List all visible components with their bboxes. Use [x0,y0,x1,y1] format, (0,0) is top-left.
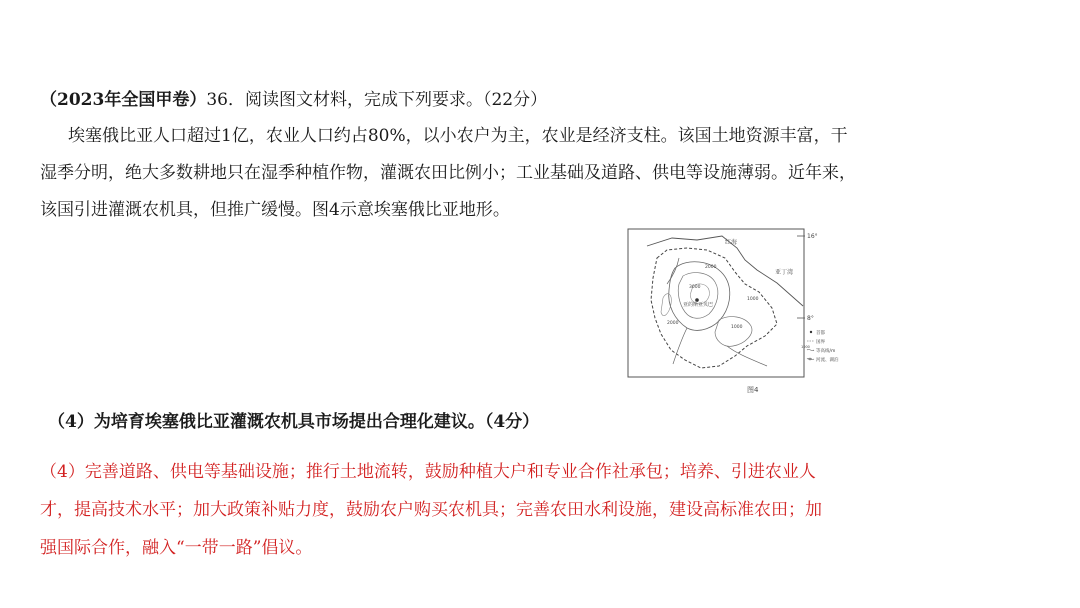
capital-dot-icon [810,331,812,333]
paragraph-line-3: 该国引进灌溉农机具，但推广缓慢。图4示意埃塞俄比亚地形。 [40,200,510,220]
contour-3000 [678,273,718,319]
contour-label-3: 1000 [731,325,743,330]
lat-label-8: 8° [807,315,814,322]
answer-line-1: （4）完善道路、供电等基础设施；推行土地流转，鼓励种植大户和专业合作社承包；培养、引进农业人 [40,462,816,482]
sub-question: （4）为培育埃塞俄比亚灌溉农机具市场提出合理化建议。（4分） [48,412,540,432]
paragraph-line-1: 埃塞俄比亚人口超过1亿，农业人口约占80%，以小农户为主，农业是经济支柱。该国土地资源丰富，干 [68,126,848,146]
contour-label-4: 2000 [667,321,679,326]
river-2 [727,346,767,366]
answer-line-3: 强国际合作，融入“一带一路”倡议。 [40,538,313,558]
contour-label-5: 1000 [747,297,759,302]
river-1 [673,328,687,364]
lat-label-16: 16° [807,233,818,240]
legend-contour-value: 1000 [801,345,810,349]
paragraph-line-2: 湿季分明，绝大多数耕地只在湿季种植作物，灌溉农田比例小；工业基础及道路、供电等设施薄弱。近年来， [40,163,856,183]
contour-label-2: 3000 [689,285,701,290]
contour-line-icon [807,349,814,350]
question-title: 36．阅读图文材料，完成下列要求。（22分） [206,90,548,110]
label-gulf-of-aden: 亚丁湾 [775,269,794,276]
legend-capital: 首都 [816,331,825,336]
label-capital: 亚的斯亚贝巴 [683,302,714,308]
contour-label-1: 2000 [705,265,717,270]
map-caption: 图4 [747,386,759,394]
contour-southeast [715,317,752,347]
answer-line-2: 才，提高技术水平；加大政策补贴力度，鼓励农户购买农机具；完善农田水利设施，建设高标准农田；加 [40,500,822,520]
legend-river: 河流、湖泊 [816,358,839,363]
question-header [40,88,547,112]
legend-border: 国界 [816,340,825,345]
map-legend [801,329,839,363]
label-red-sea: 红海 [725,239,738,246]
question-source: （2023年全国甲卷） [40,90,207,110]
ethiopia-terrain-map [627,228,839,398]
legend-contour: 等高线/m [816,349,836,354]
